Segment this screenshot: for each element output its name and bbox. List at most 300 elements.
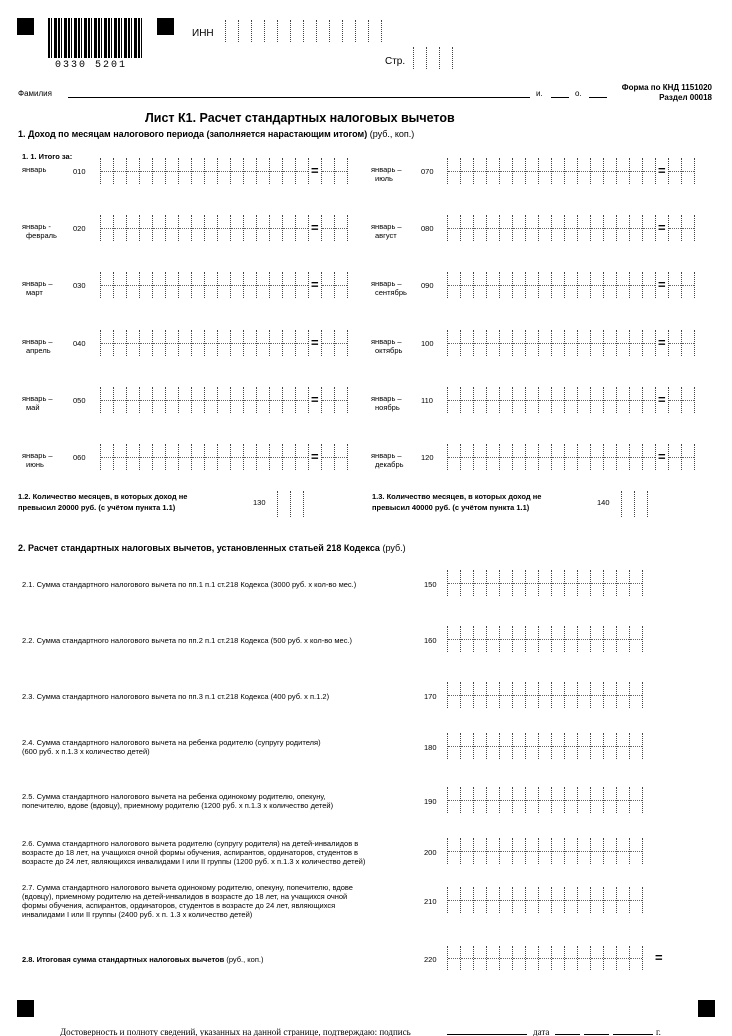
input-cell[interactable] <box>334 387 348 413</box>
input-cell[interactable] <box>191 215 205 241</box>
input-cell[interactable] <box>178 444 192 470</box>
input-cell[interactable] <box>590 787 604 813</box>
kopeck-field[interactable] <box>668 330 694 356</box>
input-cell[interactable] <box>564 887 578 913</box>
input-cell[interactable] <box>139 158 153 184</box>
input-cell[interactable] <box>590 887 604 913</box>
input-cell[interactable] <box>564 838 578 864</box>
input-cell[interactable] <box>473 158 487 184</box>
input-cell[interactable] <box>603 946 617 970</box>
input-cell[interactable] <box>178 330 192 356</box>
input-cell[interactable] <box>551 387 565 413</box>
input-cell[interactable] <box>473 444 487 470</box>
input-cell[interactable] <box>473 733 487 759</box>
input-cell[interactable] <box>321 387 335 413</box>
input-cell[interactable] <box>551 158 565 184</box>
input-cell[interactable] <box>321 444 335 470</box>
input-cell[interactable] <box>230 330 244 356</box>
input-cell[interactable] <box>564 272 578 298</box>
input-cell[interactable] <box>668 158 682 184</box>
input-cell[interactable] <box>282 330 296 356</box>
q13-field[interactable] <box>621 491 647 517</box>
input-cell[interactable] <box>629 626 643 652</box>
input-cell[interactable] <box>616 946 630 970</box>
input-cell[interactable] <box>681 158 695 184</box>
input-cell[interactable] <box>486 387 500 413</box>
date-year-field[interactable] <box>613 1034 653 1035</box>
input-cell[interactable] <box>230 272 244 298</box>
deduction-amount-field[interactable] <box>447 733 642 759</box>
input-cell[interactable] <box>499 626 513 652</box>
input-cell[interactable] <box>512 626 526 652</box>
date-day-field[interactable] <box>555 1034 580 1035</box>
input-cell[interactable] <box>577 330 591 356</box>
input-cell[interactable] <box>577 946 591 970</box>
input-cell[interactable] <box>473 887 487 913</box>
input-cell[interactable] <box>525 946 539 970</box>
input-cell[interactable] <box>329 20 343 42</box>
input-cell[interactable] <box>473 946 487 970</box>
input-cell[interactable] <box>256 387 270 413</box>
input-cell[interactable] <box>217 158 231 184</box>
input-cell[interactable] <box>473 682 487 708</box>
input-cell[interactable] <box>538 838 552 864</box>
input-cell[interactable] <box>334 272 348 298</box>
input-cell[interactable] <box>139 272 153 298</box>
input-cell[interactable] <box>152 387 166 413</box>
input-cell[interactable] <box>538 330 552 356</box>
input-cell[interactable] <box>629 570 643 596</box>
input-cell[interactable] <box>460 570 474 596</box>
input-cell[interactable] <box>486 838 500 864</box>
input-cell[interactable] <box>577 570 591 596</box>
total-field[interactable] <box>447 946 642 970</box>
input-cell[interactable] <box>460 158 474 184</box>
input-cell[interactable] <box>681 330 695 356</box>
input-cell[interactable] <box>577 626 591 652</box>
input-cell[interactable] <box>100 158 114 184</box>
input-cell[interactable] <box>512 733 526 759</box>
input-cell[interactable] <box>282 272 296 298</box>
input-cell[interactable] <box>243 272 257 298</box>
input-cell[interactable] <box>629 444 643 470</box>
input-cell[interactable] <box>551 272 565 298</box>
input-cell[interactable] <box>577 215 591 241</box>
input-cell[interactable] <box>564 733 578 759</box>
signature-field[interactable] <box>447 1034 527 1035</box>
input-cell[interactable] <box>113 158 127 184</box>
input-cell[interactable] <box>629 158 643 184</box>
input-cell[interactable] <box>204 444 218 470</box>
input-cell[interactable] <box>525 887 539 913</box>
kopeck-field[interactable] <box>321 330 347 356</box>
input-cell[interactable] <box>269 215 283 241</box>
input-cell[interactable] <box>629 838 643 864</box>
input-cell[interactable] <box>460 682 474 708</box>
input-cell[interactable] <box>512 787 526 813</box>
initial-i-field[interactable] <box>551 97 569 98</box>
input-cell[interactable] <box>126 215 140 241</box>
input-cell[interactable] <box>629 330 643 356</box>
input-cell[interactable] <box>295 158 309 184</box>
input-cell[interactable] <box>282 387 296 413</box>
input-cell[interactable] <box>178 387 192 413</box>
input-cell[interactable] <box>473 787 487 813</box>
input-cell[interactable] <box>590 682 604 708</box>
input-cell[interactable] <box>256 330 270 356</box>
input-cell[interactable] <box>152 330 166 356</box>
input-cell[interactable] <box>616 887 630 913</box>
input-cell[interactable] <box>191 158 205 184</box>
input-cell[interactable] <box>295 215 309 241</box>
input-cell[interactable] <box>525 626 539 652</box>
input-cell[interactable] <box>642 444 656 470</box>
kopeck-field[interactable] <box>668 158 694 184</box>
q12-field[interactable] <box>277 491 303 517</box>
input-cell[interactable] <box>616 215 630 241</box>
input-cell[interactable] <box>303 20 317 42</box>
input-cell[interactable] <box>512 272 526 298</box>
input-cell[interactable] <box>590 330 604 356</box>
input-cell[interactable] <box>564 570 578 596</box>
input-cell[interactable] <box>538 946 552 970</box>
input-cell[interactable] <box>447 838 461 864</box>
input-cell[interactable] <box>282 158 296 184</box>
input-cell[interactable] <box>295 444 309 470</box>
input-cell[interactable] <box>460 330 474 356</box>
input-cell[interactable] <box>290 20 304 42</box>
input-cell[interactable] <box>334 158 348 184</box>
input-cell[interactable] <box>269 387 283 413</box>
input-cell[interactable] <box>642 272 656 298</box>
input-cell[interactable] <box>499 838 513 864</box>
input-cell[interactable] <box>577 272 591 298</box>
input-cell[interactable] <box>113 215 127 241</box>
input-cell[interactable] <box>668 444 682 470</box>
input-cell[interactable] <box>355 20 369 42</box>
input-cell[interactable] <box>334 330 348 356</box>
input-cell[interactable] <box>499 682 513 708</box>
input-cell[interactable] <box>538 272 552 298</box>
kopeck-field[interactable] <box>668 387 694 413</box>
input-cell[interactable] <box>616 733 630 759</box>
input-cell[interactable] <box>473 272 487 298</box>
input-cell[interactable] <box>152 272 166 298</box>
input-cell[interactable] <box>473 330 487 356</box>
input-cell[interactable] <box>525 330 539 356</box>
input-cell[interactable] <box>447 330 461 356</box>
input-cell[interactable] <box>282 215 296 241</box>
input-cell[interactable] <box>525 215 539 241</box>
deduction-amount-field[interactable] <box>447 838 642 864</box>
input-cell[interactable] <box>681 387 695 413</box>
input-cell[interactable] <box>616 444 630 470</box>
amount-field[interactable] <box>100 444 308 470</box>
input-cell[interactable] <box>321 215 335 241</box>
input-cell[interactable] <box>551 215 565 241</box>
input-cell[interactable] <box>590 272 604 298</box>
input-cell[interactable] <box>525 787 539 813</box>
input-cell[interactable] <box>139 215 153 241</box>
deduction-amount-field[interactable] <box>447 787 642 813</box>
input-cell[interactable] <box>642 387 656 413</box>
kopeck-field[interactable] <box>668 444 694 470</box>
amount-field[interactable] <box>100 158 308 184</box>
input-cell[interactable] <box>460 887 474 913</box>
amount-field[interactable] <box>100 330 308 356</box>
input-cell[interactable] <box>243 330 257 356</box>
input-cell[interactable] <box>499 158 513 184</box>
input-cell[interactable] <box>486 158 500 184</box>
input-cell[interactable] <box>564 946 578 970</box>
input-cell[interactable] <box>426 47 440 69</box>
input-cell[interactable] <box>512 215 526 241</box>
input-cell[interactable] <box>590 387 604 413</box>
input-cell[interactable] <box>204 215 218 241</box>
input-cell[interactable] <box>564 626 578 652</box>
input-cell[interactable] <box>538 787 552 813</box>
input-cell[interactable] <box>486 887 500 913</box>
input-cell[interactable] <box>616 330 630 356</box>
input-cell[interactable] <box>486 444 500 470</box>
input-cell[interactable] <box>603 570 617 596</box>
input-cell[interactable] <box>603 787 617 813</box>
input-cell[interactable] <box>551 444 565 470</box>
input-cell[interactable] <box>551 887 565 913</box>
deduction-amount-field[interactable] <box>447 570 642 596</box>
input-cell[interactable] <box>538 682 552 708</box>
input-cell[interactable] <box>113 330 127 356</box>
input-cell[interactable] <box>473 570 487 596</box>
amount-field[interactable] <box>100 215 308 241</box>
input-cell[interactable] <box>486 330 500 356</box>
input-cell[interactable] <box>577 387 591 413</box>
input-cell[interactable] <box>590 158 604 184</box>
input-cell[interactable] <box>551 838 565 864</box>
input-cell[interactable] <box>629 215 643 241</box>
kopeck-field[interactable] <box>321 272 347 298</box>
input-cell[interactable] <box>512 887 526 913</box>
input-cell[interactable] <box>538 215 552 241</box>
input-cell[interactable] <box>113 272 127 298</box>
input-cell[interactable] <box>486 626 500 652</box>
input-cell[interactable] <box>460 733 474 759</box>
input-cell[interactable] <box>486 570 500 596</box>
input-cell[interactable] <box>460 272 474 298</box>
input-cell[interactable] <box>243 387 257 413</box>
input-cell[interactable] <box>621 491 635 517</box>
input-cell[interactable] <box>512 838 526 864</box>
input-cell[interactable] <box>681 444 695 470</box>
input-cell[interactable] <box>295 387 309 413</box>
input-cell[interactable] <box>342 20 356 42</box>
input-cell[interactable] <box>525 158 539 184</box>
input-cell[interactable] <box>230 444 244 470</box>
input-cell[interactable] <box>277 20 291 42</box>
amount-field[interactable] <box>100 387 308 413</box>
input-cell[interactable] <box>165 272 179 298</box>
input-cell[interactable] <box>590 626 604 652</box>
inn-field[interactable] <box>225 20 381 42</box>
input-cell[interactable] <box>269 444 283 470</box>
input-cell[interactable] <box>100 387 114 413</box>
input-cell[interactable] <box>165 330 179 356</box>
input-cell[interactable] <box>590 838 604 864</box>
input-cell[interactable] <box>269 158 283 184</box>
input-cell[interactable] <box>668 272 682 298</box>
input-cell[interactable] <box>447 387 461 413</box>
input-cell[interactable] <box>139 444 153 470</box>
input-cell[interactable] <box>152 215 166 241</box>
input-cell[interactable] <box>243 444 257 470</box>
input-cell[interactable] <box>499 787 513 813</box>
input-cell[interactable] <box>499 570 513 596</box>
input-cell[interactable] <box>165 444 179 470</box>
input-cell[interactable] <box>590 946 604 970</box>
input-cell[interactable] <box>634 491 648 517</box>
input-cell[interactable] <box>447 787 461 813</box>
input-cell[interactable] <box>512 387 526 413</box>
input-cell[interactable] <box>616 626 630 652</box>
input-cell[interactable] <box>564 215 578 241</box>
input-cell[interactable] <box>204 272 218 298</box>
input-cell[interactable] <box>230 158 244 184</box>
input-cell[interactable] <box>616 158 630 184</box>
input-cell[interactable] <box>499 946 513 970</box>
input-cell[interactable] <box>525 838 539 864</box>
input-cell[interactable] <box>243 158 257 184</box>
input-cell[interactable] <box>447 682 461 708</box>
kopeck-field[interactable] <box>321 444 347 470</box>
input-cell[interactable] <box>564 444 578 470</box>
input-cell[interactable] <box>113 387 127 413</box>
input-cell[interactable] <box>603 330 617 356</box>
input-cell[interactable] <box>525 272 539 298</box>
input-cell[interactable] <box>551 682 565 708</box>
input-cell[interactable] <box>126 387 140 413</box>
input-cell[interactable] <box>460 946 474 970</box>
initial-o-field[interactable] <box>589 97 607 98</box>
input-cell[interactable] <box>460 787 474 813</box>
input-cell[interactable] <box>525 387 539 413</box>
input-cell[interactable] <box>538 626 552 652</box>
input-cell[interactable] <box>564 330 578 356</box>
input-cell[interactable] <box>447 946 461 970</box>
input-cell[interactable] <box>538 733 552 759</box>
input-cell[interactable] <box>512 444 526 470</box>
input-cell[interactable] <box>269 272 283 298</box>
amount-field[interactable] <box>447 330 655 356</box>
amount-field[interactable] <box>447 444 655 470</box>
input-cell[interactable] <box>512 570 526 596</box>
input-cell[interactable] <box>282 444 296 470</box>
input-cell[interactable] <box>413 47 427 69</box>
input-cell[interactable] <box>616 787 630 813</box>
input-cell[interactable] <box>460 838 474 864</box>
input-cell[interactable] <box>486 272 500 298</box>
input-cell[interactable] <box>460 215 474 241</box>
input-cell[interactable] <box>603 887 617 913</box>
input-cell[interactable] <box>499 444 513 470</box>
input-cell[interactable] <box>577 787 591 813</box>
input-cell[interactable] <box>525 733 539 759</box>
input-cell[interactable] <box>577 158 591 184</box>
amount-field[interactable] <box>447 272 655 298</box>
amount-field[interactable] <box>100 272 308 298</box>
input-cell[interactable] <box>447 158 461 184</box>
input-cell[interactable] <box>538 158 552 184</box>
input-cell[interactable] <box>113 444 127 470</box>
input-cell[interactable] <box>603 733 617 759</box>
input-cell[interactable] <box>139 387 153 413</box>
input-cell[interactable] <box>321 158 335 184</box>
input-cell[interactable] <box>616 570 630 596</box>
input-cell[interactable] <box>668 387 682 413</box>
input-cell[interactable] <box>251 20 265 42</box>
input-cell[interactable] <box>243 215 257 241</box>
input-cell[interactable] <box>256 444 270 470</box>
input-cell[interactable] <box>668 330 682 356</box>
input-cell[interactable] <box>178 272 192 298</box>
input-cell[interactable] <box>204 330 218 356</box>
input-cell[interactable] <box>217 272 231 298</box>
input-cell[interactable] <box>460 444 474 470</box>
input-cell[interactable] <box>191 444 205 470</box>
deduction-amount-field[interactable] <box>447 682 642 708</box>
kopeck-field[interactable] <box>668 272 694 298</box>
input-cell[interactable] <box>486 787 500 813</box>
input-cell[interactable] <box>290 491 304 517</box>
input-cell[interactable] <box>512 158 526 184</box>
page-number-field[interactable] <box>413 47 452 69</box>
input-cell[interactable] <box>603 682 617 708</box>
input-cell[interactable] <box>447 215 461 241</box>
input-cell[interactable] <box>603 387 617 413</box>
amount-field[interactable] <box>447 387 655 413</box>
input-cell[interactable] <box>590 733 604 759</box>
input-cell[interactable] <box>460 626 474 652</box>
input-cell[interactable] <box>256 158 270 184</box>
deduction-amount-field[interactable] <box>447 887 642 913</box>
input-cell[interactable] <box>204 158 218 184</box>
input-cell[interactable] <box>100 330 114 356</box>
input-cell[interactable] <box>447 444 461 470</box>
input-cell[interactable] <box>551 733 565 759</box>
input-cell[interactable] <box>668 215 682 241</box>
input-cell[interactable] <box>447 733 461 759</box>
input-cell[interactable] <box>165 387 179 413</box>
input-cell[interactable] <box>238 20 252 42</box>
input-cell[interactable] <box>447 570 461 596</box>
input-cell[interactable] <box>603 838 617 864</box>
input-cell[interactable] <box>564 158 578 184</box>
input-cell[interactable] <box>551 787 565 813</box>
input-cell[interactable] <box>321 330 335 356</box>
input-cell[interactable] <box>225 20 239 42</box>
input-cell[interactable] <box>564 682 578 708</box>
input-cell[interactable] <box>230 215 244 241</box>
input-cell[interactable] <box>230 387 244 413</box>
input-cell[interactable] <box>538 444 552 470</box>
input-cell[interactable] <box>178 158 192 184</box>
input-cell[interactable] <box>277 491 291 517</box>
input-cell[interactable] <box>603 272 617 298</box>
input-cell[interactable] <box>538 387 552 413</box>
input-cell[interactable] <box>590 215 604 241</box>
input-cell[interactable] <box>165 215 179 241</box>
input-cell[interactable] <box>269 330 283 356</box>
surname-field[interactable] <box>68 97 530 98</box>
